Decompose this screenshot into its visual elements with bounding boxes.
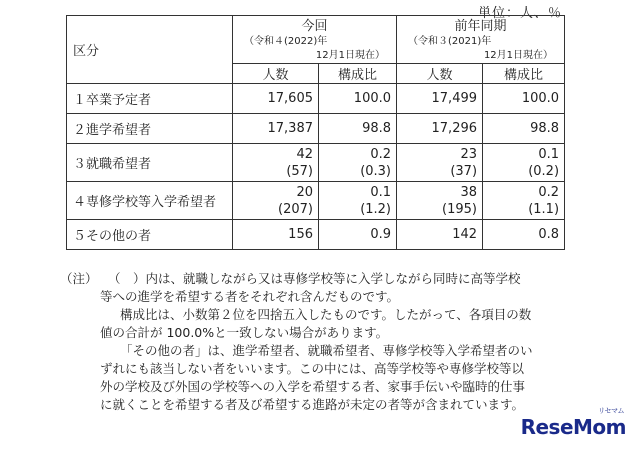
cell-sub: (1.1) [528, 201, 560, 217]
row-label: ４専修学校等入学希望者 [67, 182, 233, 220]
note-line: 外の学校及び外国の学校等への入学を希望する者、家事手伝いや臨時的仕事 [100, 379, 526, 394]
cell-value: 0.8 [483, 220, 565, 250]
cell-value [397, 182, 483, 220]
cell-value [319, 182, 397, 220]
cell-value: 100.0 [483, 84, 565, 114]
data-table [66, 15, 565, 250]
row-label: ３就職希望者 [67, 144, 233, 182]
header-previous-date: 12月1日現在） [483, 50, 554, 61]
header-current-sub: （令和４(2022)年 [244, 36, 328, 47]
cell-main: 0.2 [538, 184, 560, 200]
note-line: ずれにも該当しない者をいいます。この中には、高等学校等や専修学校等以 [100, 361, 525, 376]
logo-sub: リセマム [598, 407, 624, 415]
cell-sub: (57) [286, 163, 313, 179]
note-line [60, 270, 580, 288]
cell-value [483, 144, 565, 182]
cell-value: 142 [397, 220, 483, 250]
cell-main: 0.1 [538, 146, 560, 162]
header-current-title: 今回 [301, 19, 328, 34]
note-text: （ ）内は、就職しながら又は専修学校等に入学しながら同時に高等学校 [108, 271, 521, 286]
logo-text: ReseMom [520, 415, 626, 439]
cell-value: 0.9 [319, 220, 397, 250]
col-previous-people: 人数 [397, 64, 483, 84]
cell-sub: (0.2) [528, 163, 560, 179]
row-label: ２進学希望者 [67, 114, 233, 144]
cell-value: 17,605 [233, 84, 319, 114]
cell-value: 100.0 [319, 84, 397, 114]
header-previous-sub: （令和３(2021)年 [408, 36, 492, 47]
cell-sub: (207) [278, 201, 313, 217]
cell-main: 0.1 [370, 184, 392, 200]
header-current-date: 12月1日現在） [315, 50, 386, 61]
cell-sub: (195) [442, 201, 478, 217]
resemom-logo [520, 407, 626, 439]
cell-value: 156 [233, 220, 319, 250]
cell-value [233, 182, 319, 220]
header-previous-title: 前年同期 [454, 19, 507, 34]
cell-sub: (0.3) [360, 163, 392, 179]
cell-value [233, 144, 319, 182]
cell-main: 20 [296, 184, 313, 200]
table-row [67, 182, 565, 220]
cell-value: 17,499 [397, 84, 483, 114]
note-line: 値の合計が 100.0%と一致しない場合があります。 [100, 325, 389, 340]
notes-label: （注） [60, 271, 98, 286]
note-line: に就くことを希望する者及び希望する進路が未定の者等が含まれています。 [100, 397, 525, 412]
cell-value [483, 182, 565, 220]
cell-main: 42 [296, 146, 313, 162]
cell-value: 17,296 [397, 114, 483, 144]
notes-block [60, 270, 580, 414]
table-row [67, 220, 565, 250]
note-line: 構成比は、小数第２位を四捨五入したものです。したがって、各項目の数 [120, 307, 532, 322]
header-category: 区分 [67, 16, 233, 84]
header-current [233, 16, 397, 64]
table-row [67, 144, 565, 182]
cell-sub: (1.2) [360, 201, 392, 217]
col-current-people: 人数 [233, 64, 319, 84]
unit-label: 単位：人、％ [477, 6, 562, 21]
table-row [67, 114, 565, 144]
cell-sub: (37) [450, 163, 478, 179]
note-line: 等への進学を希望する者をそれぞれ含んだものです。 [100, 289, 400, 304]
cell-value [319, 144, 397, 182]
col-previous-ratio: 構成比 [483, 64, 565, 84]
header-previous [397, 16, 565, 64]
col-current-ratio: 構成比 [319, 64, 397, 84]
table-row [67, 84, 565, 114]
cell-main: 0.2 [370, 146, 392, 162]
cell-main: 23 [460, 146, 478, 162]
row-label: ５その他の者 [67, 220, 233, 250]
cell-value: 98.8 [319, 114, 397, 144]
cell-main: 38 [460, 184, 478, 200]
row-label: １卒業予定者 [67, 84, 233, 114]
cell-value [397, 144, 483, 182]
note-line: 「その他の者」は、進学希望者、就職希望者、専修学校等入学希望者のい [120, 343, 533, 358]
cell-value: 17,387 [233, 114, 319, 144]
cell-value: 98.8 [483, 114, 565, 144]
